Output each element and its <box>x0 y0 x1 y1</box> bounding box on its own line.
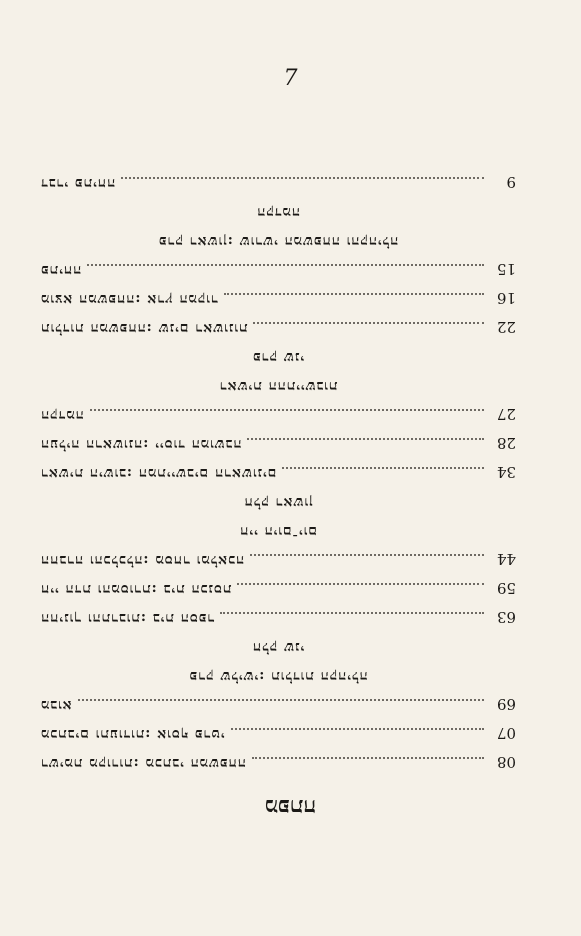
dot-leader <box>87 265 484 275</box>
toc-page-number: 59 <box>496 579 516 598</box>
toc-page-number: 63 <box>496 608 516 627</box>
toc-entry-title: העליה הראשונה: ייסוד המושבה <box>40 436 242 452</box>
toc-page-number: 07 <box>496 724 516 743</box>
dot-leader <box>78 700 484 710</box>
dot-leader <box>224 294 484 304</box>
dot-leader <box>250 555 484 565</box>
toc-entry-title: פתיחה <box>40 262 82 278</box>
toc-entry <box>40 458 516 487</box>
toc-entry <box>40 574 516 603</box>
toc-section-heading: פרק שלישי: תולדות הקהילה <box>188 668 368 684</box>
toc-page-number: 9 <box>506 173 516 192</box>
toc-page-number: 27 <box>496 405 516 424</box>
toc-page-number: 15 <box>496 260 516 279</box>
contents-heading: מפתח <box>264 794 317 820</box>
dot-leader <box>231 729 484 739</box>
toc-entry-title: מוצא המשפחה: ארץ המקור <box>40 291 218 307</box>
toc-entry-title: החינוך והתרבות: בית הספר <box>40 610 215 626</box>
toc-section-heading: פרק ראשון: שורשי המשפחה והקהילה <box>157 233 399 249</box>
toc-section-heading: ראשית ההתיישבות <box>218 378 338 394</box>
dot-leader <box>121 178 484 188</box>
toc-page-number: 28 <box>496 434 516 453</box>
toc-page-number: 22 <box>496 318 516 337</box>
toc-entry <box>40 255 516 284</box>
toc-entry-title: חיי הדת והמסורת: בית הכנסת <box>40 581 232 597</box>
toc-section-heading: פרק שני <box>252 349 304 365</box>
toc-entry <box>40 690 516 719</box>
toc-entry <box>40 748 516 777</box>
toc-page-number: 69 <box>496 695 516 714</box>
toc-entry-title: תולדות המשפחה: שנים ראשונות <box>40 320 248 336</box>
toc-entry <box>40 429 516 458</box>
dot-leader <box>220 613 484 623</box>
toc-page-number: 44 <box>496 550 516 569</box>
toc-page-number: 16 <box>496 289 516 308</box>
toc-entry <box>40 284 516 313</box>
toc-page-number: 08 <box>496 753 516 772</box>
toc-entry <box>40 719 516 748</box>
toc-entry-title: החברה והכלכלה: מסחר ומלאכה <box>40 552 245 568</box>
toc-entry-title: דברי פתיחה <box>40 175 116 191</box>
toc-entry <box>40 400 516 429</box>
toc-section-heading: הקדמה <box>256 204 300 220</box>
dot-leader <box>237 584 484 594</box>
toc-section-heading: חלק שני <box>251 639 305 655</box>
dot-leader <box>252 758 484 768</box>
dot-leader <box>90 410 484 420</box>
toc-section-heading: חלק ראשון <box>243 494 313 510</box>
page-number: 7 <box>283 66 298 91</box>
toc-entry-title: מכתבים ותעודות: אוסף פרטי <box>40 726 225 742</box>
dot-leader <box>247 439 484 449</box>
dot-leader <box>282 468 484 478</box>
dot-leader <box>253 323 484 333</box>
toc-entry-title: הקדמה <box>40 407 84 423</box>
toc-entry-title: מבוא <box>40 697 72 713</box>
toc-entry <box>40 603 516 632</box>
toc-entry <box>40 545 516 574</box>
toc-entry-title: רשימת מקורות: מכתבי המשפחה <box>40 755 246 771</box>
toc-entry <box>40 168 516 197</box>
toc-entry-title: ראשית הישוב: המתיישבים הראשונים <box>40 465 277 481</box>
toc-section-heading: חיי היום־יום <box>239 523 317 539</box>
table-of-contents <box>40 168 516 777</box>
toc-entry <box>40 313 516 342</box>
toc-page-number: 34 <box>496 463 516 482</box>
